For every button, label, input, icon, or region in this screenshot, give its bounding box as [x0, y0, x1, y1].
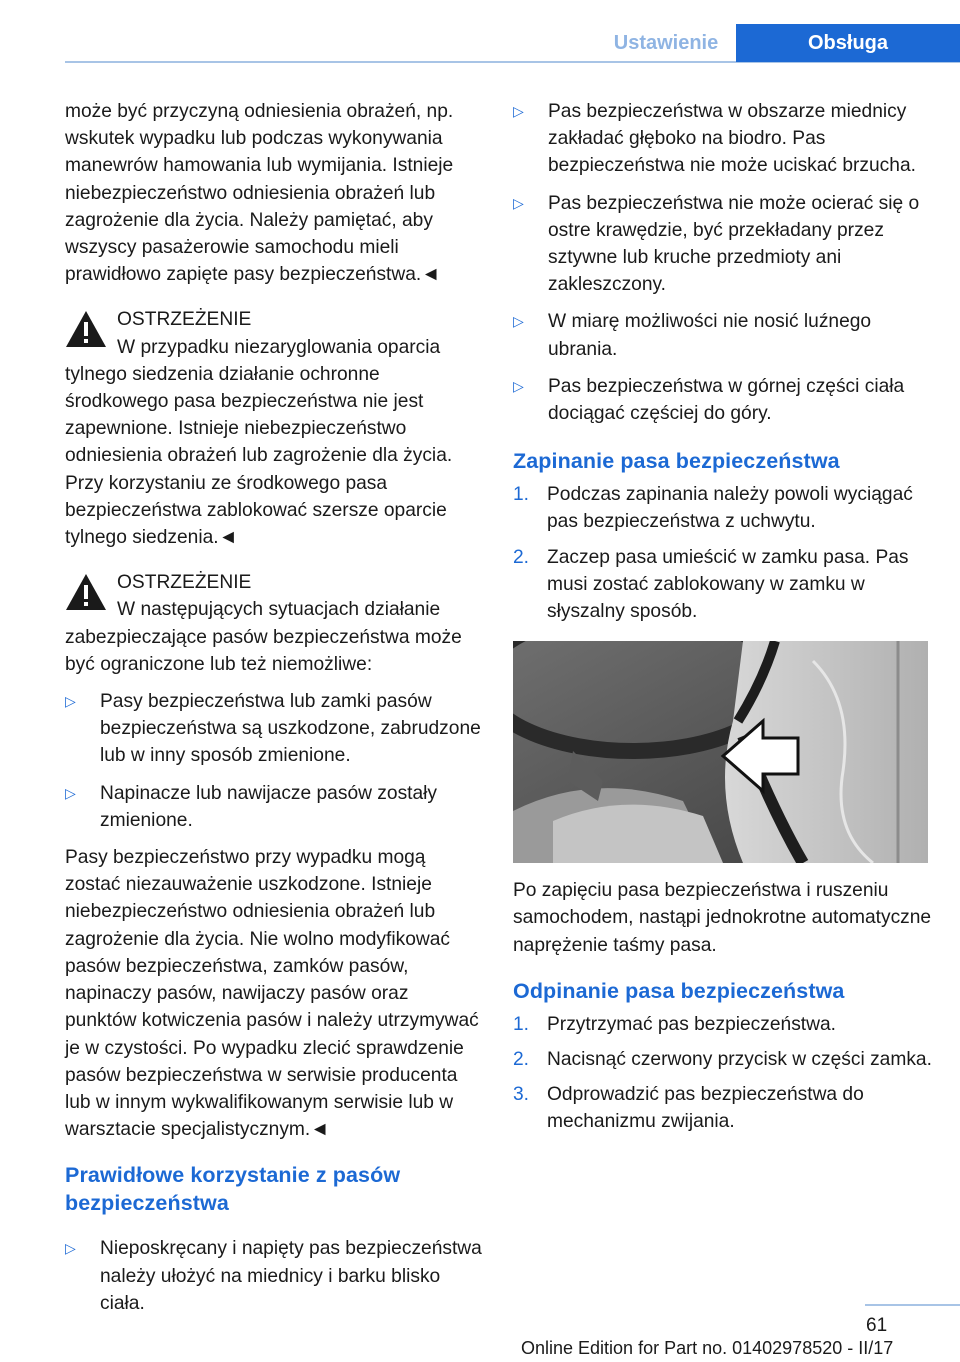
- list-item: ▷ Nieposkręcany i napięty pas bezpieczeństwa należy ułożyć na miednicy i barku blisko ciała.: [65, 1235, 483, 1317]
- section-heading-unfasten: Odpinanie pasa bezpieczeństwa: [513, 978, 845, 1003]
- list-item: ▷ W miarę możliwości nie nosić luźnego ubrania.: [513, 308, 933, 362]
- warning-body: zabezpieczające pasów bezpieczeństwa może być ograniczone lub też niemożliwe:: [65, 626, 462, 675]
- intro-paragraph: może być przyczyną odniesienia obrażeń, np. wskutek wypadku lub podczas wykonywania manewrów hamowania lub wymijania. Istnieje niebezpieczeństwo odniesienia obrażeń lub zagrożenie dla życia. Należy pamiętać, aby wszyscy pasażerowie samochodu mieli prawidłowo zapięte pasy bezpieczeństwa.◄: [65, 101, 454, 286]
- tab-ustawienie[interactable]: Ustawienie: [613, 31, 719, 54]
- triangle-bullet-icon: ▷: [65, 693, 76, 710]
- list-item: 2. Nacisnąć czerwony przycisk w części zamka.: [513, 1049, 932, 1071]
- list-item: 1. Podczas zapinania należy powoli wyciągać pas bezpieczeństwa z uchwytu.: [513, 484, 913, 533]
- warning-title: OSTRZEŻENIE: [117, 572, 252, 594]
- list-item: 2. Zaczep pasa umieścić w zamku pasa. Pas musi zostać zablokowany w zamku w słyszalny sposób.: [513, 546, 909, 623]
- warning-body: tylnego siedzenia działanie ochronne środkowego pasa bezpieczeństwa nie jest zapewnione. Istnieje niebezpieczeństwo odniesienia obrażeń lub zagrożenie dla życia. Przy korzystaniu ze środkowego pasa bezpieczeństwa zablokować szersze oparcie tylnego siedzenia.◄: [65, 363, 453, 549]
- after-fasten-paragraph: Po zapięciu pasa bezpieczeństwa i ruszeniu samochodem, nastąpi jednokrotne automatyczne naprężenie taśmy pasa.: [513, 880, 932, 956]
- warning-after-paragraph: Pasy bezpieczeństwo przy wypadku mogą zostać niezauważenie uszkodzone. Istnieje niebezpieczeństwo odniesienia obrażeń lub zagrożenie dla życia. Nie wolno modyfikować pasów bezpieczeństwa, zamków pasów, napinaczy pasów, nawijaczy pasów oraz punktów kotwiczenia pasów i należy utrzymywać je w czystości. Po wypadku zlecić sprawdzenie pasów bezpieczeństwa w serwisie producenta lub w innym wykwalifikowanym serwisie lub w warsztacie specjalistycznym.◄: [65, 847, 479, 1141]
- list-item: ▷ Napinacze lub nawijacze pasów zostały zmienione.: [65, 780, 483, 834]
- footer-rule: [865, 1304, 960, 1306]
- tab-obsluga[interactable]: Obsługa: [736, 24, 960, 62]
- warning-title: OSTRZEŻENIE: [117, 309, 252, 331]
- list-item: ▷ Pas bezpieczeństwa w górnej części ciała dociągać częściej do góry.: [513, 373, 933, 427]
- triangle-bullet-icon: ▷: [513, 103, 524, 119]
- list-item: ▷ Pasy bezpieczeństwa lub zamki pasów bezpieczeństwa są uszkodzone, zabrudzone lub w inny sposób zmienione.: [65, 688, 483, 770]
- triangle-bullet-icon: ▷: [513, 313, 524, 330]
- section-heading-correct-use: Prawidłowe korzystanie z pasów bezpieczeństwa: [65, 1163, 401, 1216]
- fasten-steps: [513, 481, 933, 625]
- right-column: [513, 98, 933, 1144]
- warning-box-2: [65, 569, 483, 623]
- warning-list: [65, 688, 483, 834]
- edition-footer: Online Edition for Part no. 01402978520 - II/17: [521, 1338, 894, 1358]
- list-item: ▷ Pas bezpieczeństwa w obszarze miednicy zakładać głęboko na biodro. Pas bezpieczeństwa nie może uciskać brzucha.: [513, 98, 933, 180]
- correct-use-list-continued: [513, 98, 933, 427]
- warning-first-line: W następujących sytuacjach działanie: [117, 599, 441, 621]
- left-column: [65, 98, 483, 1327]
- triangle-bullet-icon: ▷: [513, 377, 524, 394]
- seat-belt-photo: [513, 641, 928, 863]
- list-item: ▷ Pas bezpieczeństwa nie może ocierać się o ostre krawędzie, być przekładany przez sztywne lub kruche przedmioty ani zakleszczony.: [513, 190, 933, 299]
- list-item: 1. Przytrzymać pas bezpieczeństwa.: [513, 1013, 836, 1035]
- triangle-bullet-icon: ▷: [65, 1240, 76, 1257]
- section-heading-fasten: Zapinanie pasa bezpieczeństwa: [513, 449, 840, 474]
- correct-use-list: [65, 1235, 483, 1317]
- list-item: 3. Odprowadzić pas bezpieczeństwa do mechanizmu zwijania.: [513, 1084, 864, 1133]
- triangle-bullet-icon: ▷: [513, 194, 524, 211]
- page-number: 61: [866, 1315, 888, 1336]
- warning-triangle-icon: [65, 310, 107, 348]
- warning-box-1: [65, 306, 483, 360]
- triangle-bullet-icon: ▷: [65, 784, 76, 801]
- warning-first-line: W przypadku niezaryglowania oparcia: [117, 336, 441, 358]
- warning-triangle-icon: [65, 573, 107, 611]
- unfasten-steps: [513, 1011, 933, 1136]
